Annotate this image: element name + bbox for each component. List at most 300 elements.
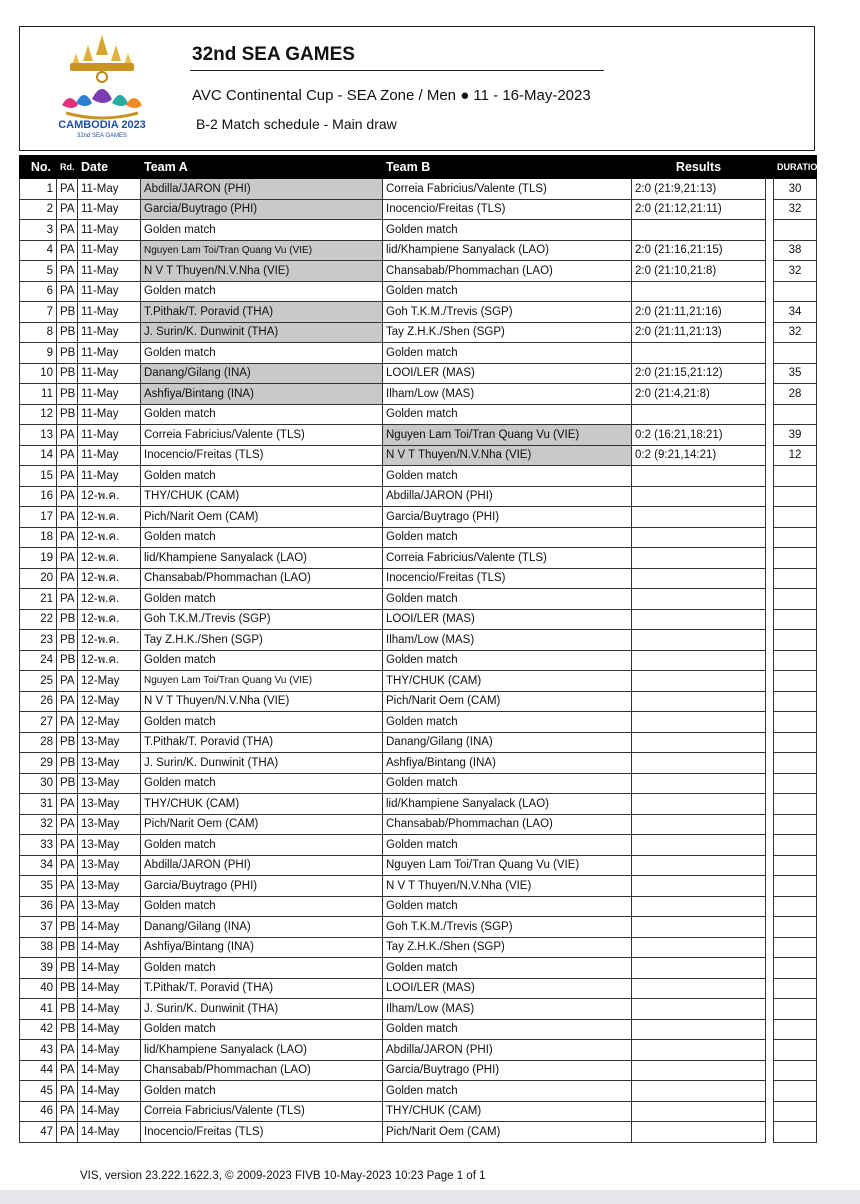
match-number-cell: 1 (20, 179, 57, 200)
round-cell: PA (57, 199, 78, 220)
table-row (20, 609, 817, 630)
date-cell: 11-May (78, 261, 141, 282)
date-cell: 11-May (78, 404, 141, 425)
duration-cell (774, 978, 817, 999)
result-cell (632, 896, 766, 917)
team-a-cell: Ashfiya/Bintang (INA) (141, 937, 383, 958)
date-cell: 12-พ.ค. (78, 486, 141, 507)
round-cell: PB (57, 999, 78, 1020)
match-number-cell: 29 (20, 753, 57, 774)
match-number-cell: 34 (20, 855, 57, 876)
table-row (20, 1122, 817, 1143)
team-a-cell: T.Pithak/T. Poravid (THA) (141, 732, 383, 753)
date-cell: 12-พ.ค. (78, 589, 141, 610)
gap-cell (766, 978, 774, 999)
team-a-cell: Golden match (141, 712, 383, 733)
round-cell: PB (57, 404, 78, 425)
date-cell: 11-May (78, 445, 141, 466)
match-number-cell: 13 (20, 425, 57, 446)
team-a-cell: Golden match (141, 835, 383, 856)
table-row (20, 425, 817, 446)
table-row (20, 363, 817, 384)
team-a-cell: Golden match (141, 404, 383, 425)
round-cell: PA (57, 589, 78, 610)
duration-cell (774, 281, 817, 302)
duration-cell (774, 958, 817, 979)
team-a-cell: Tay Z.H.K./Shen (SGP) (141, 630, 383, 651)
match-number-cell: 26 (20, 691, 57, 712)
match-number-cell: 43 (20, 1040, 57, 1061)
round-cell: PA (57, 548, 78, 569)
result-cell: 0:2 (16:21,18:21) (632, 425, 766, 446)
result-cell (632, 876, 766, 897)
table-row (20, 753, 817, 774)
table-row (20, 650, 817, 671)
table-row (20, 220, 817, 241)
duration-cell (774, 1081, 817, 1102)
round-cell: PA (57, 814, 78, 835)
date-cell: 12-พ.ค. (78, 630, 141, 651)
page-title: 32nd SEA GAMES (192, 44, 355, 65)
team-a-cell: Correia Fabricius/Valente (TLS) (141, 425, 383, 446)
date-cell: 12-May (78, 691, 141, 712)
result-cell (632, 978, 766, 999)
team-b-cell: Danang/Gilang (INA) (383, 732, 632, 753)
result-cell (632, 220, 766, 241)
date-cell: 11-May (78, 466, 141, 487)
team-b-cell: Golden match (383, 835, 632, 856)
round-cell: PA (57, 1101, 78, 1122)
team-a-cell: Garcia/Buytrago (PHI) (141, 876, 383, 897)
table-row (20, 527, 817, 548)
table-row (20, 712, 817, 733)
round-cell: PA (57, 1081, 78, 1102)
date-cell: 13-May (78, 876, 141, 897)
team-a-cell: lid/Khampiene Sanyalack (LAO) (141, 548, 383, 569)
team-b-cell: Golden match (383, 1019, 632, 1040)
team-a-cell: N V T Thuyen/N.V.Nha (VIE) (141, 691, 383, 712)
team-b-cell: Correia Fabricius/Valente (TLS) (383, 548, 632, 569)
gap-cell (766, 814, 774, 835)
result-cell (632, 1060, 766, 1081)
result-cell (632, 1101, 766, 1122)
gap-cell (766, 937, 774, 958)
date-cell: 12-พ.ค. (78, 548, 141, 569)
result-cell: 2:0 (21:4,21:8) (632, 384, 766, 405)
gap-cell (766, 1101, 774, 1122)
match-number-cell: 10 (20, 363, 57, 384)
result-cell (632, 650, 766, 671)
gap-cell (766, 343, 774, 364)
gap-cell (766, 568, 774, 589)
team-a-cell: J. Surin/K. Dunwinit (THA) (141, 753, 383, 774)
round-cell: PA (57, 896, 78, 917)
table-row (20, 281, 817, 302)
team-a-cell: Abdilla/JARON (PHI) (141, 179, 383, 200)
gap-cell (766, 1122, 774, 1143)
round-cell: PB (57, 302, 78, 323)
team-b-cell: Ilham/Low (MAS) (383, 384, 632, 405)
date-cell: 11-May (78, 343, 141, 364)
round-cell: PA (57, 876, 78, 897)
team-a-cell: Pich/Narit Oem (CAM) (141, 814, 383, 835)
team-a-cell: THY/CHUK (CAM) (141, 794, 383, 815)
match-number-cell: 18 (20, 527, 57, 548)
date-cell: 13-May (78, 835, 141, 856)
team-a-cell: Correia Fabricius/Valente (TLS) (141, 1101, 383, 1122)
round-cell: PA (57, 794, 78, 815)
match-number-cell: 25 (20, 671, 57, 692)
match-number-cell: 33 (20, 835, 57, 856)
page-footer: VIS, version 23.222.1622.3, © 2009-2023 FIVB 10-May-2023 10:23 Page 1 of 1 (80, 1170, 486, 1182)
team-b-cell: Abdilla/JARON (PHI) (383, 486, 632, 507)
match-number-cell: 21 (20, 589, 57, 610)
round-cell: PA (57, 835, 78, 856)
date-cell: 13-May (78, 794, 141, 815)
duration-cell (774, 999, 817, 1020)
team-b-cell: Golden match (383, 773, 632, 794)
match-number-cell: 24 (20, 650, 57, 671)
team-b-cell: LOOI/LER (MAS) (383, 609, 632, 630)
result-cell (632, 630, 766, 651)
team-b-cell: Inocencio/Freitas (TLS) (383, 568, 632, 589)
team-b-cell: Golden match (383, 343, 632, 364)
date-cell: 13-May (78, 896, 141, 917)
svg-text:CAMBODIA 2023: CAMBODIA 2023 (58, 119, 146, 131)
result-cell (632, 466, 766, 487)
header-team-a: Team A (141, 156, 383, 179)
round-cell: PA (57, 486, 78, 507)
header-no: No. (20, 156, 57, 179)
table-row (20, 179, 817, 200)
team-a-cell: T.Pithak/T. Poravid (THA) (141, 302, 383, 323)
round-cell: PA (57, 527, 78, 548)
gap-cell (766, 384, 774, 405)
gap-cell (766, 261, 774, 282)
team-b-cell: Golden match (383, 712, 632, 733)
match-number-cell: 3 (20, 220, 57, 241)
table-row (20, 958, 817, 979)
gap-cell (766, 732, 774, 753)
result-cell (632, 773, 766, 794)
duration-cell: 39 (774, 425, 817, 446)
team-a-cell: Garcia/Buytrago (PHI) (141, 199, 383, 220)
duration-cell (774, 1122, 817, 1143)
team-a-cell: Pich/Narit Oem (CAM) (141, 507, 383, 528)
duration-cell (774, 1060, 817, 1081)
team-b-cell: Goh T.K.M./Trevis (SGP) (383, 302, 632, 323)
match-number-cell: 9 (20, 343, 57, 364)
team-b-cell: Golden match (383, 527, 632, 548)
date-cell: 14-May (78, 978, 141, 999)
title-divider (190, 70, 604, 71)
competition-subtitle: AVC Continental Cup - SEA Zone / Men ● 11 - 16-May-2023 (192, 87, 591, 104)
result-cell (632, 999, 766, 1020)
result-cell (632, 507, 766, 528)
gap-cell (766, 794, 774, 815)
result-cell (632, 835, 766, 856)
date-cell: 13-May (78, 773, 141, 794)
gap-cell (766, 179, 774, 200)
team-b-cell: Nguyen Lam Toi/Tran Quang Vu (VIE) (383, 425, 632, 446)
result-cell: 2:0 (21:16,21:15) (632, 240, 766, 261)
duration-cell (774, 876, 817, 897)
round-cell: PB (57, 753, 78, 774)
result-cell (632, 732, 766, 753)
duration-cell (774, 773, 817, 794)
team-b-cell: Golden match (383, 958, 632, 979)
gap-cell (766, 240, 774, 261)
match-number-cell: 40 (20, 978, 57, 999)
gap-cell (766, 548, 774, 569)
team-a-cell: Goh T.K.M./Trevis (SGP) (141, 609, 383, 630)
team-a-cell: Abdilla/JARON (PHI) (141, 855, 383, 876)
team-a-cell: T.Pithak/T. Poravid (THA) (141, 978, 383, 999)
gap-cell (766, 527, 774, 548)
round-cell: PB (57, 1019, 78, 1040)
match-number-cell: 16 (20, 486, 57, 507)
gap-cell (766, 302, 774, 323)
gap-cell (766, 1019, 774, 1040)
table-row (20, 466, 817, 487)
date-cell: 14-May (78, 1040, 141, 1061)
round-cell: PB (57, 917, 78, 938)
table-row (20, 917, 817, 938)
team-a-cell: Golden match (141, 773, 383, 794)
team-b-cell: Garcia/Buytrago (PHI) (383, 507, 632, 528)
team-a-cell: Golden match (141, 466, 383, 487)
table-row (20, 199, 817, 220)
table-row (20, 855, 817, 876)
result-cell (632, 404, 766, 425)
round-cell: PB (57, 384, 78, 405)
table-row (20, 671, 817, 692)
round-cell: PA (57, 179, 78, 200)
result-cell (632, 568, 766, 589)
result-cell (632, 712, 766, 733)
duration-cell (774, 855, 817, 876)
duration-cell (774, 814, 817, 835)
gap-cell (766, 917, 774, 938)
duration-cell (774, 466, 817, 487)
date-cell: 14-May (78, 1060, 141, 1081)
round-cell: PA (57, 1060, 78, 1081)
result-cell (632, 1122, 766, 1143)
team-b-cell: Tay Z.H.K./Shen (SGP) (383, 322, 632, 343)
team-b-cell: N V T Thuyen/N.V.Nha (VIE) (383, 445, 632, 466)
team-a-cell: Inocencio/Freitas (TLS) (141, 445, 383, 466)
date-cell: 14-May (78, 999, 141, 1020)
team-a-cell: J. Surin/K. Dunwinit (THA) (141, 322, 383, 343)
table-row (20, 568, 817, 589)
table-row (20, 507, 817, 528)
result-cell (632, 1040, 766, 1061)
team-a-cell: Golden match (141, 527, 383, 548)
round-cell: PA (57, 712, 78, 733)
round-cell: PB (57, 773, 78, 794)
team-b-cell: Ilham/Low (MAS) (383, 630, 632, 651)
round-cell: PB (57, 630, 78, 651)
team-a-cell: THY/CHUK (CAM) (141, 486, 383, 507)
header-gap (766, 156, 774, 179)
team-b-cell: Tay Z.H.K./Shen (SGP) (383, 937, 632, 958)
match-number-cell: 38 (20, 937, 57, 958)
header-team-b: Team B (383, 156, 632, 179)
round-cell: PA (57, 281, 78, 302)
team-b-cell: Nguyen Lam Toi/Tran Quang Vu (VIE) (383, 855, 632, 876)
date-cell: 12-พ.ค. (78, 527, 141, 548)
team-b-cell: Golden match (383, 466, 632, 487)
team-b-cell: Inocencio/Freitas (TLS) (383, 199, 632, 220)
duration-cell (774, 507, 817, 528)
table-row (20, 1019, 817, 1040)
table-row (20, 876, 817, 897)
match-number-cell: 5 (20, 261, 57, 282)
match-number-cell: 4 (20, 240, 57, 261)
result-cell (632, 281, 766, 302)
result-cell: 2:0 (21:12,21:11) (632, 199, 766, 220)
team-a-cell: Chansabab/Phommachan (LAO) (141, 1060, 383, 1081)
team-b-cell: Golden match (383, 220, 632, 241)
round-cell: PB (57, 343, 78, 364)
duration-cell: 32 (774, 261, 817, 282)
table-row (20, 404, 817, 425)
round-cell: PA (57, 507, 78, 528)
round-cell: PB (57, 937, 78, 958)
gap-cell (766, 1040, 774, 1061)
bottom-strip (0, 1190, 860, 1204)
table-row (20, 240, 817, 261)
duration-cell (774, 527, 817, 548)
result-cell: 2:0 (21:15,21:12) (632, 363, 766, 384)
date-cell: 13-May (78, 753, 141, 774)
match-number-cell: 46 (20, 1101, 57, 1122)
duration-cell (774, 712, 817, 733)
duration-cell (774, 1040, 817, 1061)
duration-cell (774, 732, 817, 753)
gap-cell (766, 507, 774, 528)
duration-cell: 34 (774, 302, 817, 323)
duration-cell (774, 486, 817, 507)
team-a-cell: Golden match (141, 650, 383, 671)
gap-cell (766, 220, 774, 241)
team-a-cell: Danang/Gilang (INA) (141, 917, 383, 938)
gap-cell (766, 425, 774, 446)
team-b-cell: Ashfiya/Bintang (INA) (383, 753, 632, 774)
result-cell (632, 343, 766, 364)
duration-cell (774, 630, 817, 651)
duration-cell (774, 650, 817, 671)
team-b-cell: Chansabab/Phommachan (LAO) (383, 814, 632, 835)
date-cell: 12-พ.ค. (78, 650, 141, 671)
round-cell: PB (57, 609, 78, 630)
gap-cell (766, 363, 774, 384)
team-b-cell: Goh T.K.M./Trevis (SGP) (383, 917, 632, 938)
date-cell: 11-May (78, 281, 141, 302)
table-row (20, 1040, 817, 1061)
date-cell: 14-May (78, 1101, 141, 1122)
match-number-cell: 36 (20, 896, 57, 917)
team-a-cell: lid/Khampiene Sanyalack (LAO) (141, 1040, 383, 1061)
team-a-cell: Danang/Gilang (INA) (141, 363, 383, 384)
duration-cell (774, 691, 817, 712)
duration-cell (774, 1101, 817, 1122)
result-cell (632, 1081, 766, 1102)
date-cell: 14-May (78, 1019, 141, 1040)
gap-cell (766, 650, 774, 671)
match-number-cell: 31 (20, 794, 57, 815)
round-cell: PA (57, 855, 78, 876)
gap-cell (766, 322, 774, 343)
date-cell: 12-May (78, 671, 141, 692)
date-cell: 13-May (78, 732, 141, 753)
date-cell: 11-May (78, 425, 141, 446)
duration-cell (774, 753, 817, 774)
team-a-cell: Golden match (141, 589, 383, 610)
team-b-cell: Chansabab/Phommachan (LAO) (383, 261, 632, 282)
svg-text:32nd SEA GAMES: 32nd SEA GAMES (76, 133, 128, 139)
gap-cell (766, 712, 774, 733)
match-number-cell: 17 (20, 507, 57, 528)
round-cell: PA (57, 691, 78, 712)
gap-cell (766, 773, 774, 794)
result-cell (632, 855, 766, 876)
round-cell: PA (57, 425, 78, 446)
date-cell: 12-พ.ค. (78, 609, 141, 630)
gap-cell (766, 589, 774, 610)
round-cell: PA (57, 445, 78, 466)
team-b-cell: Golden match (383, 1081, 632, 1102)
date-cell: 14-May (78, 917, 141, 938)
round-cell: PA (57, 1122, 78, 1143)
date-cell: 14-May (78, 1081, 141, 1102)
result-cell: 0:2 (9:21,14:21) (632, 445, 766, 466)
table-row (20, 896, 817, 917)
match-number-cell: 47 (20, 1122, 57, 1143)
table-row (20, 1060, 817, 1081)
gap-cell (766, 445, 774, 466)
team-b-cell: Abdilla/JARON (PHI) (383, 1040, 632, 1061)
date-cell: 14-May (78, 1122, 141, 1143)
match-number-cell: 28 (20, 732, 57, 753)
round-cell: PA (57, 240, 78, 261)
team-b-cell: Golden match (383, 281, 632, 302)
match-number-cell: 20 (20, 568, 57, 589)
cambodia-2023-logo-icon (52, 33, 152, 145)
gap-cell (766, 630, 774, 651)
result-cell (632, 527, 766, 548)
match-number-cell: 6 (20, 281, 57, 302)
match-number-cell: 45 (20, 1081, 57, 1102)
result-cell: 2:0 (21:9,21:13) (632, 179, 766, 200)
match-number-cell: 23 (20, 630, 57, 651)
result-cell (632, 753, 766, 774)
duration-cell: 35 (774, 363, 817, 384)
gap-cell (766, 404, 774, 425)
duration-cell: 28 (774, 384, 817, 405)
date-cell: 11-May (78, 384, 141, 405)
table-row (20, 302, 817, 323)
duration-cell (774, 568, 817, 589)
duration-cell (774, 937, 817, 958)
result-cell (632, 548, 766, 569)
gap-cell (766, 753, 774, 774)
date-cell: 14-May (78, 958, 141, 979)
table-row (20, 261, 817, 282)
result-cell: 2:0 (21:10,21:8) (632, 261, 766, 282)
result-cell (632, 671, 766, 692)
result-cell (632, 1019, 766, 1040)
